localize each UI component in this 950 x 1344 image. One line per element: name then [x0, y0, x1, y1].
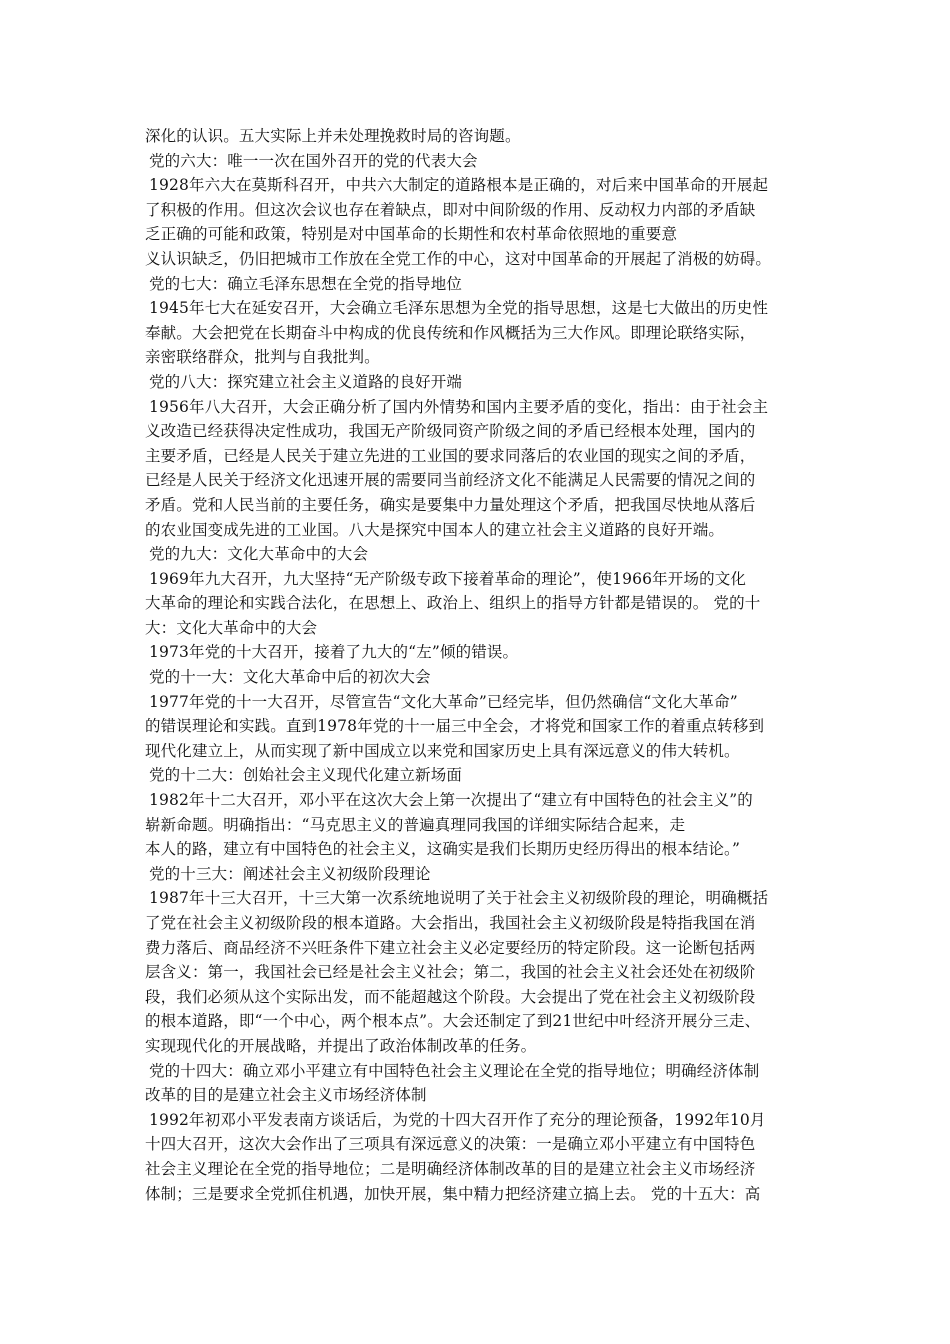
text-line: 大革命的理论和实践合法化，在思想上、政治上、组织上的指导方针都是错误的。 党的十 — [145, 594, 761, 613]
text-line: 1956年八大召开，大会正确分析了国内外情势和国内主要矛盾的变化，指出：由于社会主 — [149, 397, 769, 416]
text-line: 崭新命题。明确指出：“马克思主义的普遍真理同我国的详细实际结合起来，走 — [145, 815, 686, 834]
text-line: 主要矛盾，已经是人民关于建立先进的工业国的要求同落后的农业国的现实之间的矛盾， — [145, 446, 756, 465]
text-line: 1973年党的十大召开，接着了九大的“左”倾的错误。 — [149, 643, 519, 662]
text-line: 1982年十二大召开，邓小平在这次大会上第一次提出了“建立有中国特色的社会主义”的 — [149, 791, 753, 810]
text-line: 现代化建立上，从而实现了新中国成立以来党和国家历史上具有深远意义的伟大转机。 — [145, 741, 740, 760]
text-line: 党的九大：文化大革命中的大会 — [149, 545, 369, 564]
text-line: 社会主义理论在全党的指导地位；二是明确经济体制改革的目的是建立社会主义市场经济 — [145, 1159, 756, 1178]
text-line: 深化的认识。五大实际上并未处理挽救时局的咨询题。 — [145, 127, 521, 145]
text-line: 段，我们必须从这个实际出发，而不能超越这个阶段。大会提出了党在社会主义初级阶段 — [145, 987, 756, 1006]
text-line: 党的十三大：阐述社会主义初级阶段理论 — [149, 864, 431, 883]
text-line: 本人的路，建立有中国特色的社会主义，这确实是我们长期历史经历得出的根本结论。” — [145, 840, 741, 859]
text-line: 实现现代化的开展战略，并提出了政治体制改革的任务。 — [145, 1036, 537, 1055]
text-line: 体制；三是要求全党抓住机遇，加快开展，集中精力把经济建立搞上去。 党的十五大：高 — [145, 1184, 761, 1203]
text-line: 十四大召开，这次大会作出了三项具有深远意义的决策：一是确立邓小平建立有中国特色 — [145, 1135, 756, 1154]
text-line: 费力落后、商品经济不兴旺条件下建立社会主义必定要经历的特定阶段。这一论断包括两 — [145, 938, 756, 957]
text-line: 1977年党的十一大召开，尽管宣告“文化大革命”已经完毕，但仍然确信“文化大革命” — [149, 692, 738, 711]
text-line: 1992年初邓小平发表南方谈话后，为党的十四大召开作了充分的理论预备，1992年10月 — [149, 1110, 766, 1129]
text-line: 亲密联络群众，批判与自我批判。 — [145, 348, 380, 367]
text-line: 奉献。大会把党在长期奋斗中构成的优良传统和作风概括为三大作风。即理论联络实际， — [145, 323, 756, 342]
text-line: 了党在社会主义初级阶段的根本道路。大会指出，我国社会主义初级阶段是特指我国在消 — [145, 914, 756, 932]
text-line: 改革的目的是建立社会主义市场经济体制 — [145, 1086, 427, 1105]
text-line: 义改造已经获得决定性成功，我国无产阶级同资产阶级之间的矛盾已经根本处理，国内的 — [145, 422, 756, 441]
text-line: 了积极的作用。但这次会议也存在着缺点，即对中间阶级的作用、反动权力内部的矛盾缺 — [145, 200, 756, 219]
text-line: 党的六大：唯一一次在国外召开的党的代表大会 — [149, 151, 478, 170]
text-line: 矛盾。党和人民当前的主要任务，确实是要集中力量处理这个矛盾，把我国尽快地从落后 — [145, 495, 756, 514]
text-line: 党的十二大：创始社会主义现代化建立新场面 — [149, 766, 463, 785]
text-line: 的农业国变成先进的工业国。八大是探究中国本人的建立社会主义道路的良好开端。 — [145, 520, 725, 539]
text-line: 已经是人民关于经济文化迅速开展的需要同当前经济文化不能满足人民需要的情况之间的 — [145, 471, 756, 490]
text-line: 的根本道路，即“一个中心，两个根本点”。大会还制定了到21世纪中叶经济开展分三走、 — [145, 1012, 761, 1031]
text-line: 的错误理论和实践。直到1978年党的十一届三中全会，才将党和国家工作的着重点转移到 — [145, 717, 765, 736]
text-line: 1945年七大在延安召开，大会确立毛泽东思想为全党的指导思想，这是七大做出的历史性 — [149, 299, 769, 318]
text-line: 党的十一大：文化大革命中后的初次大会 — [149, 668, 431, 687]
text-line: 1928年六大在莫斯科召开，中共六大制定的道路根本是正确的，对后来中国革命的开展起 — [149, 176, 769, 195]
text-line: 党的十四大：确立邓小平建立有中国特色社会主义理论在全党的指导地位；明确经济体制 — [149, 1061, 760, 1080]
text-line: 大：文化大革命中的大会 — [145, 618, 318, 637]
text-line: 义认识缺乏，仍旧把城市工作放在全党工作的中心，这对中国革命的开展起了消极的妨碍。 — [145, 249, 772, 268]
text-line: 党的八大：探究建立社会主义道路的良好开端 — [149, 372, 463, 391]
text-line: 党的七大：确立毛泽东思想在全党的指导地位 — [149, 274, 463, 293]
text-line: 乏正确的可能和政策，特别是对中国革命的长期性和农村革命依照地的重要意 — [145, 225, 678, 244]
document-body — [145, 124, 825, 1206]
text-line: 1987年十三大召开，十三大第一次系统地说明了关于社会主义初级阶段的理论，明确概括 — [149, 889, 769, 908]
text-line: 1969年九大召开，九大坚持“无产阶级专政下接着革命的理论”，使1966年开场的文化 — [149, 569, 747, 588]
text-line: 层含义：第一，我国社会已经是社会主义社会；第二，我国的社会主义社会还处在初级阶 — [145, 963, 756, 982]
